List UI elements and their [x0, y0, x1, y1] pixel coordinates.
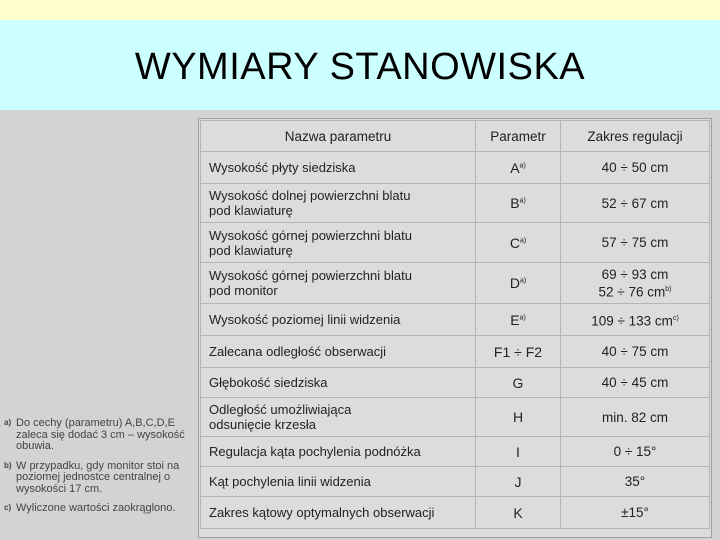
param-symbol: J	[514, 473, 522, 490]
header-name: Nazwa parametru	[201, 121, 476, 152]
param-name-cell	[201, 263, 476, 304]
param-name-cell	[201, 304, 476, 336]
param-name-cell	[201, 184, 476, 223]
param-name-line: Wysokość górnej powierzchni blatu	[209, 268, 412, 283]
footnote-text: Do cechy (parametru) A,B,C,D,E zaleca się dodać 3 cm – wysokość obuwia.	[16, 417, 185, 452]
param-name-line: Wysokość górnej powierzchni blatu	[209, 227, 412, 243]
footnotes	[4, 418, 198, 523]
param-symbol-cell	[476, 223, 561, 263]
param-name-line: odsunięcie krzesła	[209, 417, 316, 432]
footnote-marker: b)	[4, 460, 12, 470]
param-name-line: Wysokość dolnej powierzchni blatu	[209, 188, 411, 203]
param-name-cell	[201, 497, 476, 529]
param-name-line: pod monitor	[209, 283, 278, 298]
range-cell	[561, 304, 710, 336]
param-symbol: D	[509, 275, 520, 291]
footnote-text: Wyliczone wartości zaokrąglono.	[16, 502, 176, 514]
range-value: 40 ÷ 75 cm	[601, 344, 669, 359]
param-symbol: B	[510, 195, 520, 211]
range-value: 0 ÷ 15°	[613, 444, 657, 459]
param-symbol: C	[509, 234, 520, 251]
table-row	[201, 336, 710, 368]
table-row	[201, 184, 710, 223]
range-value: 35°	[624, 474, 646, 489]
param-symbol: K	[513, 504, 523, 521]
footnote	[4, 461, 198, 496]
range-cell	[561, 223, 710, 263]
footnote-marker: a)	[519, 313, 526, 321]
param-symbol-cell	[476, 152, 561, 184]
param-name-line: Regulacja kąta pochylenia podnóżka	[209, 444, 421, 459]
param-name-line: Zalecana odległość obserwacji	[209, 344, 387, 359]
range-cell	[561, 368, 710, 398]
range-value: 57 ÷ 75 cm	[601, 235, 669, 250]
param-name-line: Głębokość siedziska	[209, 375, 328, 390]
range-cell	[561, 398, 710, 437]
param-name-line: Zakres kątowy optymalnych obserwacji	[209, 505, 435, 520]
range-cell	[561, 184, 710, 223]
param-symbol-cell	[476, 368, 561, 398]
table-row	[201, 263, 710, 304]
table-row	[201, 398, 710, 437]
table-row	[201, 223, 710, 263]
param-name-cell	[201, 152, 476, 184]
top-strip	[0, 0, 720, 20]
range-value: ±15°	[621, 505, 649, 520]
range-cell	[561, 467, 710, 497]
param-symbol: G	[512, 374, 524, 391]
footnote	[4, 503, 198, 515]
footnote-text: W przypadku, gdy monitor stoi na poziomej jednostce centralnej o wysokości 17 cm.	[16, 459, 180, 495]
range-value: 52 ÷ 67 cm	[601, 195, 669, 211]
param-symbol-cell	[476, 437, 561, 467]
footnote	[4, 418, 198, 453]
param-name-line: pod klawiaturę	[209, 203, 293, 218]
param-name-cell	[201, 437, 476, 467]
param-name-line: Odległość umożliwiająca	[209, 402, 352, 417]
param-symbol-cell	[476, 497, 561, 529]
header-param: Parametr	[476, 121, 561, 152]
param-name-cell	[201, 368, 476, 398]
footnote-marker: c)	[672, 314, 679, 322]
footnote-marker: a)	[519, 236, 527, 244]
param-symbol-cell	[476, 398, 561, 437]
header-range: Zakres regulacji	[561, 121, 710, 152]
footnote-marker: a)	[519, 161, 526, 169]
table-row	[201, 497, 710, 529]
range-cell	[561, 263, 710, 304]
range-value: 52 ÷ 76 cm	[598, 284, 666, 300]
param-name-line: pod klawiaturę	[209, 242, 293, 258]
param-name-cell	[201, 336, 476, 368]
param-name-cell	[201, 398, 476, 437]
range-cell	[561, 152, 710, 184]
footnote-marker: c)	[4, 503, 12, 512]
param-name-cell	[201, 467, 476, 497]
param-name-line: Wysokość płyty siedziska	[209, 160, 356, 175]
param-name-line: Wysokość poziomej linii widzenia	[209, 312, 401, 327]
param-symbol: E	[510, 311, 520, 328]
param-symbol: A	[510, 159, 520, 176]
table-row	[201, 437, 710, 467]
range-value: 69 ÷ 93 cm	[601, 266, 669, 282]
range-value: min. 82 cm	[601, 409, 669, 425]
table-row	[201, 304, 710, 336]
param-symbol-cell	[476, 467, 561, 497]
table-row	[201, 467, 710, 497]
page-title-text: WYMIARY STANOWISKA	[134, 46, 586, 88]
footnote-marker: a)	[519, 277, 527, 285]
table-row	[201, 152, 710, 184]
range-value: 109 ÷ 133 cm	[591, 313, 673, 329]
footnote-marker: a)	[519, 197, 526, 205]
param-symbol: H	[512, 409, 524, 425]
range-cell	[561, 497, 710, 529]
dimensions-table	[200, 120, 710, 529]
param-symbol-cell	[476, 336, 561, 368]
param-name-cell	[201, 223, 476, 263]
table-row	[201, 368, 710, 398]
range-value: 40 ÷ 45 cm	[601, 375, 669, 390]
range-cell	[561, 336, 710, 368]
param-symbol: F1 ÷ F2	[493, 343, 543, 360]
footnote-marker: a)	[4, 418, 12, 427]
table-header-row	[201, 121, 710, 152]
footnote-marker: b)	[665, 285, 672, 293]
page-title	[0, 46, 720, 89]
param-symbol: I	[516, 443, 520, 460]
range-value: 40 ÷ 50 cm	[601, 160, 669, 175]
param-symbol-cell	[476, 304, 561, 336]
param-symbol-cell	[476, 184, 561, 223]
param-name-line: Kąt pochylenia linii widzenia	[209, 474, 371, 489]
param-symbol-cell	[476, 263, 561, 304]
range-cell	[561, 437, 710, 467]
